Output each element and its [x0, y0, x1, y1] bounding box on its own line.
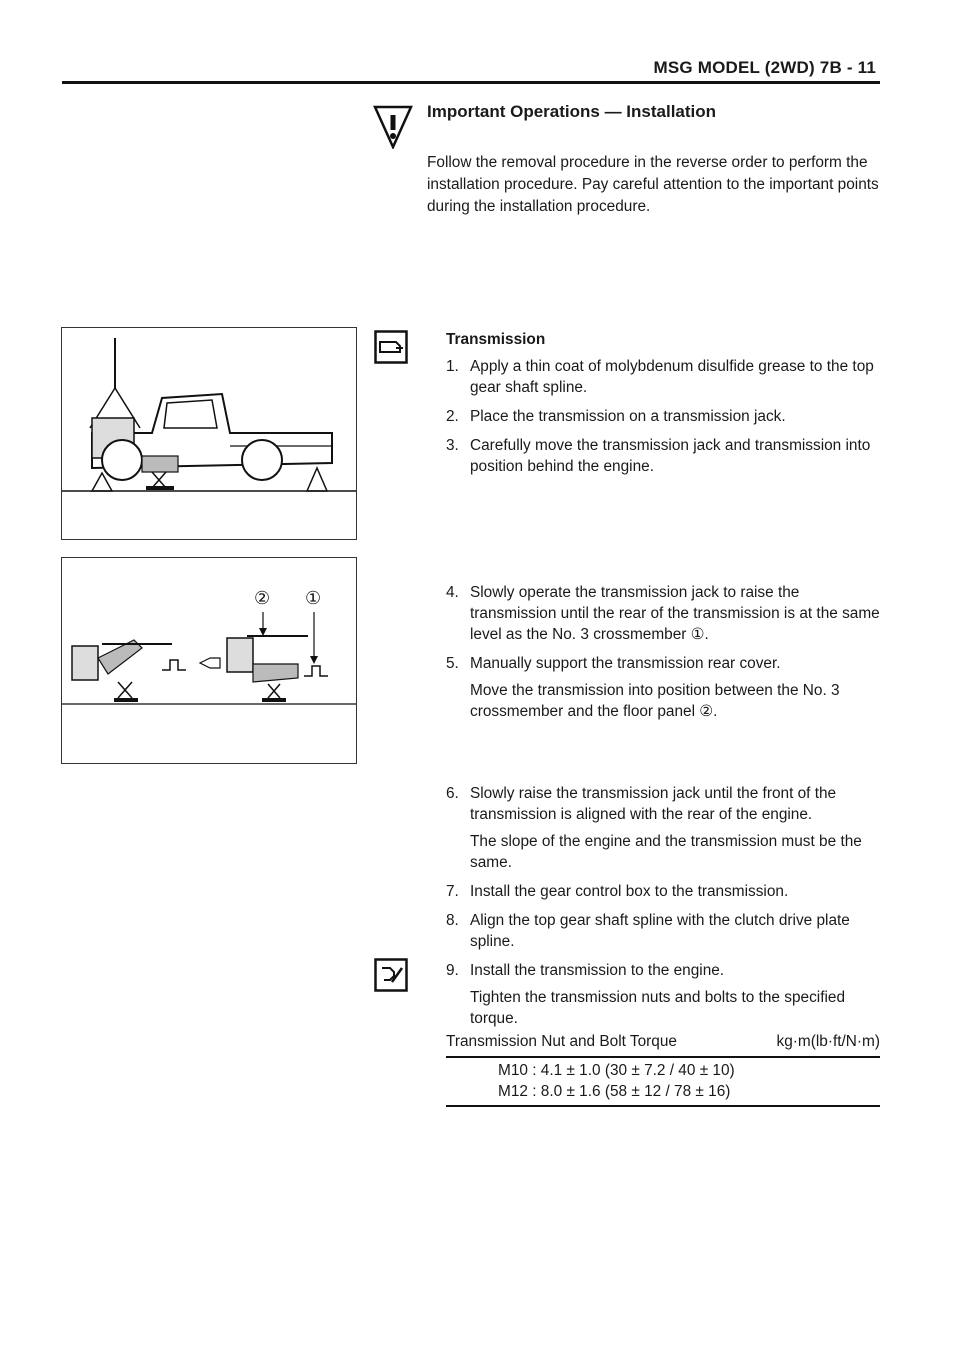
step-item: [446, 582, 886, 645]
callout-crossmember: ①: [305, 588, 322, 608]
torque-bottom-rule: [446, 1105, 880, 1107]
step-item: [446, 356, 886, 398]
torque-title-row: [446, 1033, 880, 1051]
warning-icon: [372, 103, 414, 149]
step-item: [446, 653, 886, 722]
step-number: 4.: [446, 584, 459, 601]
step-item: [446, 435, 886, 477]
torque-wrench-icon: [374, 958, 408, 992]
truck-figure: [61, 327, 357, 540]
step-note: The slope of the engine and the transmission must be the same.: [470, 833, 862, 871]
step-text: Install the transmission to the engine.: [470, 962, 725, 979]
step-item: [446, 406, 886, 427]
steps-group-1: [446, 356, 886, 485]
step-text: Place the transmission on a transmission jack.: [470, 408, 786, 425]
torque-row: M10 : 4.1 ± 1.0 (30 ± 7.2 / 40 ± 10): [498, 1062, 735, 1079]
step-note: Move the transmission into position between the No. 3 crossmember and the floor panel ②.: [470, 682, 840, 720]
page-header: [0, 54, 960, 84]
truck-illustration: [62, 328, 356, 539]
torque-row: M12 : 8.0 ± 1.6 (58 ± 12 / 78 ± 16): [498, 1083, 731, 1100]
page-header-title: MSG MODEL (2WD) 7B - 11: [653, 58, 876, 77]
step-number: 1.: [446, 358, 459, 375]
step-text: Apply a thin coat of molybdenum disulfide grease to the top gear shaft spline.: [470, 358, 874, 396]
step-text: Carefully move the transmission jack and transmission into position behind the engine.: [470, 437, 871, 475]
step-number: 8.: [446, 912, 459, 929]
step-number: 9.: [446, 962, 459, 979]
transmission-position-figure: [61, 557, 357, 764]
section-heading: Important Operations — Installation: [427, 102, 717, 121]
torque-title: Transmission Nut and Bolt Torque: [446, 1033, 677, 1050]
step-item: [446, 910, 886, 952]
step-note: Tighten the transmission nuts and bolts to the specified torque.: [470, 989, 846, 1027]
step-number: 3.: [446, 437, 459, 454]
steps-group-3: [446, 783, 886, 1037]
step-number: 7.: [446, 883, 459, 900]
transmission-icon: [374, 330, 408, 364]
step-number: 2.: [446, 408, 459, 425]
step-text: Align the top gear shaft spline with the clutch drive plate spline.: [470, 912, 850, 950]
torque-unit: kg·m(lb·ft/N·m): [776, 1033, 880, 1050]
steps-group-2: [446, 582, 886, 730]
step-text: Slowly operate the transmission jack to raise the transmission until the rear of the transmission is at the same level as the No. 3 crossmember ①.: [470, 584, 880, 643]
header-rule: [62, 81, 880, 84]
step-text: Manually support the transmission rear cover.: [470, 655, 781, 672]
callout-floor-panel: ②: [254, 588, 271, 608]
intro-paragraph: Follow the removal procedure in the reverse order to perform the installation procedure. Pay careful attention to the important points during the installation procedure.: [427, 154, 879, 215]
step-item: [446, 960, 886, 1029]
step-number: 6.: [446, 785, 459, 802]
step-item: [446, 881, 886, 902]
step-text: Install the gear control box to the transmission.: [470, 883, 789, 900]
transmission-heading: Transmission: [446, 331, 546, 348]
step-text: Slowly raise the transmission jack until the front of the transmission is aligned with the rear of the engine.: [470, 785, 837, 823]
torque-top-rule: [446, 1056, 880, 1058]
step-number: 5.: [446, 655, 459, 672]
step-item: [446, 783, 886, 873]
